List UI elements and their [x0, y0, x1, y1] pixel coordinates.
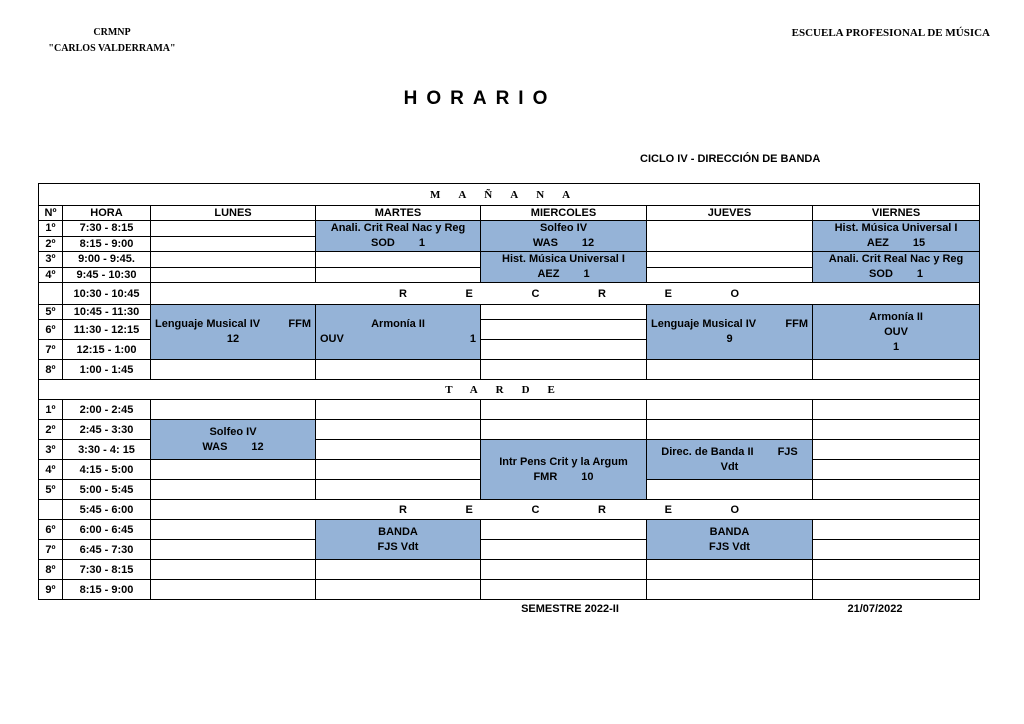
empty-cell — [813, 540, 980, 560]
course-name: Lenguaje Musical IV — [651, 318, 757, 330]
empty-cell — [316, 560, 481, 580]
period-time: 7:30 - 8:15 — [63, 221, 151, 237]
period-time: 8:15 - 9:00 — [63, 236, 151, 252]
empty-cell — [647, 267, 813, 283]
empty-cell — [813, 480, 980, 500]
afternoon-header-row — [39, 380, 980, 400]
empty-cell — [316, 420, 481, 440]
break-letter: E — [465, 503, 473, 516]
break-letter: E — [664, 503, 672, 516]
period-number: 8º — [39, 560, 63, 580]
table-row — [39, 420, 980, 440]
course-name: BANDA — [378, 525, 418, 538]
empty-cell — [481, 540, 647, 560]
course-room: 9 — [726, 333, 733, 345]
period-number: 4º — [39, 460, 63, 480]
break-letter: O — [730, 287, 740, 300]
school-name: ESCUELA PROFESIONAL DE MÚSICA — [791, 27, 990, 39]
col-header-monday: LUNES — [151, 206, 316, 221]
period-number: 1º — [39, 221, 63, 237]
period-number: 9º — [39, 580, 63, 600]
course-name: Lenguaje Musical IV — [155, 318, 261, 330]
course-room: 10 — [581, 470, 594, 483]
period-number: 3º — [39, 440, 63, 460]
col-header-number: Nº — [39, 206, 63, 221]
empty-cell — [813, 520, 980, 540]
course-teacher: AEZ — [866, 237, 889, 249]
course-room: 1 — [418, 237, 425, 249]
empty-cell — [647, 221, 813, 252]
empty-cell — [647, 580, 813, 600]
course-cell — [481, 221, 647, 252]
empty-cell — [151, 540, 316, 560]
course-cell — [813, 252, 980, 283]
empty-cell — [481, 580, 647, 600]
empty-cell — [813, 360, 980, 380]
period-time: 6:00 - 6:45 — [63, 520, 151, 540]
break-label — [151, 500, 980, 520]
empty-cell — [647, 400, 813, 420]
break-letter: R — [598, 503, 606, 516]
empty-cell — [481, 340, 647, 360]
table-row — [39, 360, 980, 380]
empty-cell — [316, 400, 481, 420]
course-teacher: WAS — [202, 440, 228, 453]
empty-cell — [481, 420, 647, 440]
break-letter: E — [664, 287, 672, 300]
empty-cell — [647, 252, 813, 268]
empty-cell — [813, 400, 980, 420]
empty-cell — [151, 252, 316, 268]
period-time: 8:15 - 9:00 — [63, 580, 151, 600]
course-room: 1 — [469, 333, 476, 345]
period-time: 2:00 - 2:45 — [63, 400, 151, 420]
period-time: 12:15 - 1:00 — [63, 340, 151, 360]
empty-cell — [316, 460, 481, 480]
course-cell — [481, 252, 647, 283]
period-time: 10:30 - 10:45 — [63, 283, 151, 305]
empty-cell — [316, 252, 481, 268]
table-row — [39, 400, 980, 420]
period-time: 1:00 - 1:45 — [63, 360, 151, 380]
course-room: 1 — [916, 268, 924, 280]
empty-cell — [151, 560, 316, 580]
period-time: 7:30 - 8:15 — [63, 560, 151, 580]
schedule-table — [38, 183, 980, 600]
empty-cell — [316, 440, 481, 460]
table-row — [39, 305, 980, 320]
empty-cell — [316, 480, 481, 500]
morning-section-label: MAÑANA — [39, 184, 980, 206]
cycle-label: CICLO IV - DIRECCIÓN DE BANDA — [640, 153, 821, 165]
period-time: 3:30 - 4: 15 — [63, 440, 151, 460]
break-letter: R — [399, 287, 407, 300]
course-room: 1 — [892, 340, 900, 353]
course-teacher: FFM — [785, 318, 808, 330]
empty-cell — [316, 267, 481, 283]
col-header-friday: VIERNES — [813, 206, 980, 221]
empty-cell — [647, 420, 813, 440]
course-room: 15 — [912, 237, 926, 249]
period-number: 4º — [39, 267, 63, 283]
course-cell — [151, 420, 316, 460]
period-number: 7º — [39, 340, 63, 360]
empty-cell — [647, 560, 813, 580]
period-number: 6º — [39, 320, 63, 340]
empty-cell — [316, 360, 481, 380]
empty-cell — [151, 520, 316, 540]
break-letter: C — [531, 287, 540, 300]
course-name: Solfeo IV — [539, 222, 588, 234]
empty-cell — [647, 480, 813, 500]
course-room: Vdt — [720, 460, 739, 473]
col-header-wednesday: MIERCOLES — [481, 206, 647, 221]
empty-cell — [481, 400, 647, 420]
period-number: 6º — [39, 520, 63, 540]
course-teacher: SOD — [371, 237, 395, 249]
break-letter: C — [531, 503, 540, 516]
break-label — [151, 283, 980, 305]
period-time: 5:45 - 6:00 — [63, 500, 151, 520]
page-title: HORARIO — [403, 88, 557, 109]
empty-cell — [481, 520, 647, 540]
course-cell — [316, 221, 481, 252]
course-name: Direc. de Banda II — [661, 445, 754, 458]
course-name: Armonía II — [371, 318, 425, 330]
period-time: 10:45 - 11:30 — [63, 305, 151, 320]
course-room: 12 — [226, 333, 240, 345]
period-time: 9:45 - 10:30 — [63, 267, 151, 283]
empty-cell — [813, 560, 980, 580]
course-teacher: FJS Vdt — [709, 540, 750, 553]
course-teacher: OUV — [884, 325, 908, 338]
course-room: 12 — [581, 237, 595, 249]
empty-cell — [481, 360, 647, 380]
break-letter: R — [598, 287, 606, 300]
course-name: Solfeo IV — [209, 425, 257, 438]
period-number: 8º — [39, 360, 63, 380]
column-header-row — [39, 206, 980, 221]
period-time: 4:15 - 5:00 — [63, 460, 151, 480]
break-row — [39, 500, 980, 520]
morning-header-row — [39, 184, 980, 206]
period-number — [39, 500, 63, 520]
empty-cell — [813, 580, 980, 600]
period-number — [39, 283, 63, 305]
empty-cell — [813, 440, 980, 460]
institution-name: CRMNP — [93, 27, 131, 38]
document-date: 21/07/2022 — [847, 603, 903, 615]
institution-subtitle: "CARLOS VALDERRAMA" — [48, 43, 176, 54]
semester-label: SEMESTRE 2022-II — [521, 603, 619, 615]
empty-cell — [151, 460, 316, 480]
course-teacher: OUV — [320, 333, 344, 345]
period-time: 6:45 - 7:30 — [63, 540, 151, 560]
col-header-hour: HORA — [63, 206, 151, 221]
course-cell — [316, 305, 481, 360]
course-cell — [481, 440, 647, 500]
period-number: 5º — [39, 480, 63, 500]
empty-cell — [813, 460, 980, 480]
course-name: Intr Pens Crit y la Argum — [499, 455, 628, 468]
course-cell — [647, 305, 813, 360]
empty-cell — [481, 305, 647, 320]
course-name: Anali. Crit Real Nac y Reg — [828, 253, 964, 265]
period-number: 2º — [39, 236, 63, 252]
empty-cell — [151, 267, 316, 283]
period-time: 5:00 - 5:45 — [63, 480, 151, 500]
col-header-tuesday: MARTES — [316, 206, 481, 221]
table-row — [39, 520, 980, 540]
course-teacher: SOD — [869, 268, 893, 280]
afternoon-section-label: TARDE — [39, 380, 980, 400]
break-letter: E — [465, 287, 473, 300]
empty-cell — [813, 420, 980, 440]
course-name: Anali. Crit Real Nac y Reg — [330, 222, 466, 234]
period-time: 2:45 - 3:30 — [63, 420, 151, 440]
course-cell — [647, 440, 813, 480]
period-time: 9:00 - 9:45. — [63, 252, 151, 268]
course-teacher: WAS — [532, 237, 558, 249]
course-teacher: AEZ — [537, 268, 560, 280]
course-room: 12 — [251, 440, 264, 453]
empty-cell — [151, 400, 316, 420]
empty-cell — [151, 360, 316, 380]
course-room: 1 — [583, 268, 590, 280]
course-teacher: FJS Vdt — [377, 540, 419, 553]
table-row — [39, 580, 980, 600]
course-cell — [316, 520, 481, 560]
col-header-thursday: JUEVES — [647, 206, 813, 221]
course-name: Hist. Música Universal I — [502, 253, 625, 265]
course-cell — [813, 221, 980, 252]
empty-cell — [151, 580, 316, 600]
period-number: 3º — [39, 252, 63, 268]
table-row — [39, 221, 980, 237]
break-letter: O — [730, 503, 740, 516]
course-teacher: FJS — [777, 445, 798, 458]
period-number: 5º — [39, 305, 63, 320]
empty-cell — [151, 221, 316, 237]
table-row — [39, 560, 980, 580]
course-name: Hist. Música Universal I — [834, 222, 958, 234]
empty-cell — [481, 320, 647, 340]
course-teacher: FFM — [288, 318, 311, 330]
empty-cell — [151, 480, 316, 500]
period-number: 2º — [39, 420, 63, 440]
empty-cell — [151, 236, 316, 252]
empty-cell — [481, 560, 647, 580]
course-cell — [151, 305, 316, 360]
period-number: 7º — [39, 540, 63, 560]
course-name: BANDA — [709, 525, 750, 538]
empty-cell — [647, 360, 813, 380]
empty-cell — [316, 580, 481, 600]
course-teacher: FMR — [533, 470, 558, 483]
period-number: 1º — [39, 400, 63, 420]
period-time: 11:30 - 12:15 — [63, 320, 151, 340]
course-name: Armonía II — [869, 310, 923, 323]
table-row — [39, 540, 980, 560]
break-row — [39, 283, 980, 305]
course-cell — [813, 305, 980, 360]
course-cell — [647, 520, 813, 560]
break-letter: R — [399, 503, 407, 516]
table-row — [39, 252, 980, 268]
